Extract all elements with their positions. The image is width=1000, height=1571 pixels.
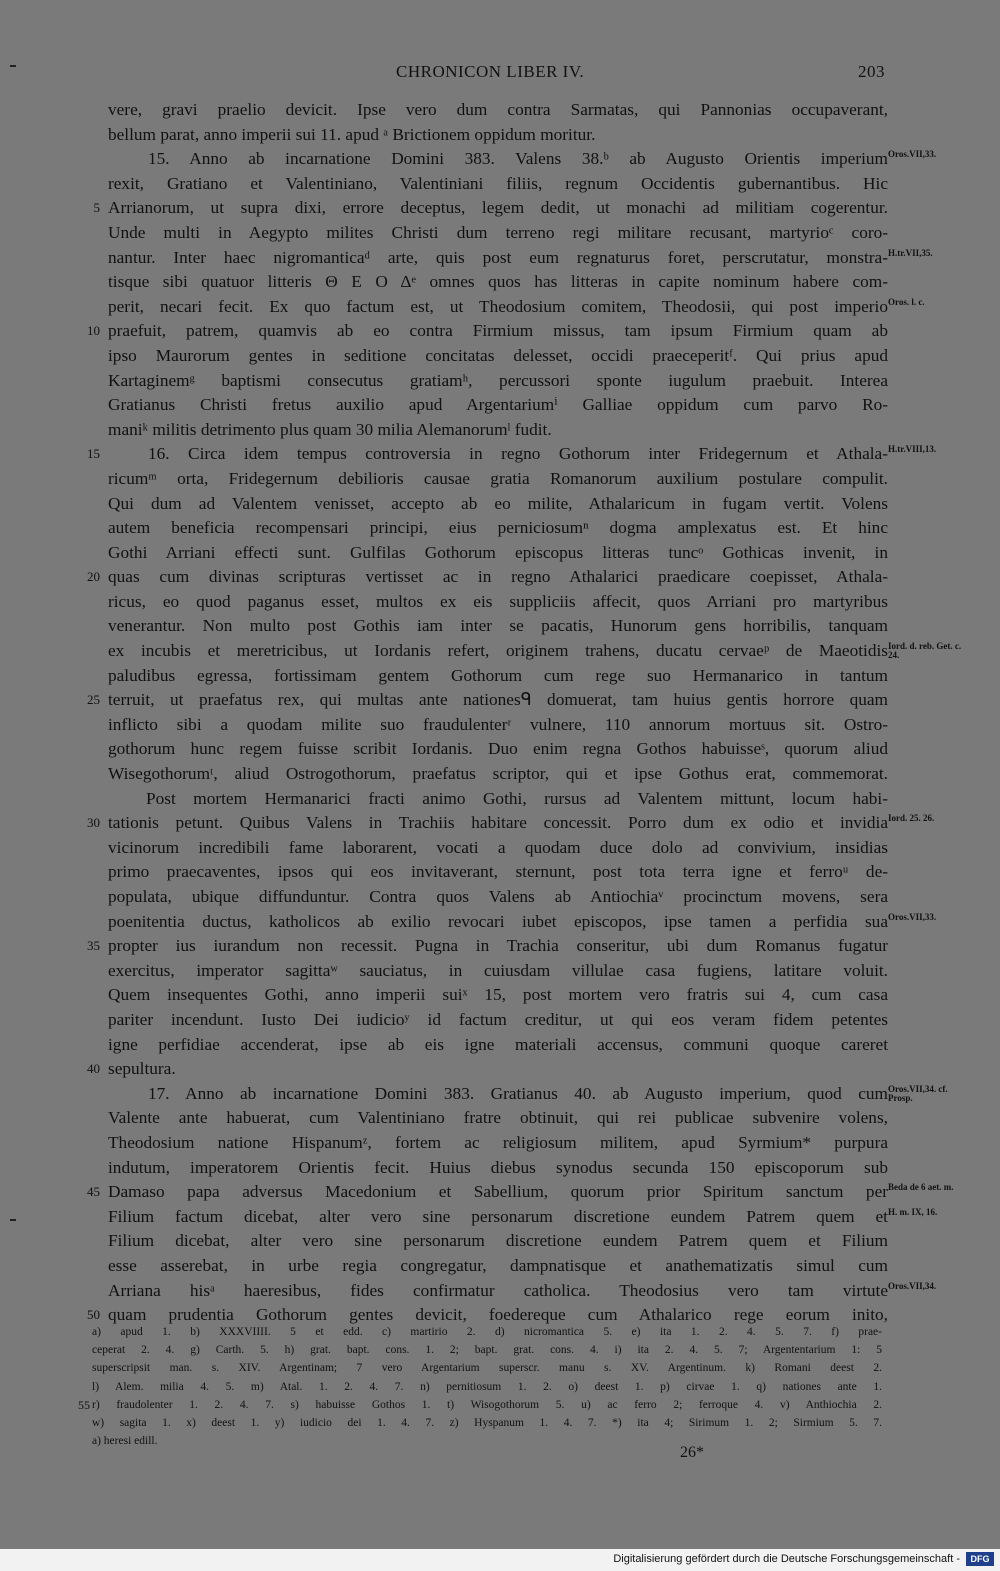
line-text: Arriana hisᵃ haeresibus, fides confirmatur catholica. Theodosius vero tam virtute: [108, 1280, 888, 1300]
text-line: [108, 516, 888, 541]
text-line: [108, 836, 888, 861]
margin-note: Oros. l. c.: [888, 296, 925, 307]
line-text: tisque sibi quatuor litteris Θ Ε Ο Δᵉ omnes quos has litteras in capite nominum habere com-: [108, 272, 888, 292]
text-line: [87, 688, 888, 713]
line-text: Unde multi in Aegypto milites Christi dum terreno regi militare recusant, martyrioᶜ coro-: [108, 222, 888, 242]
margin-note: H. m. IX, 16.: [888, 1206, 938, 1217]
footer-bar: [0, 1549, 1000, 1571]
margin-note: Beda de 6 aet. m.: [888, 1182, 954, 1193]
footer-credit: Digitalisierung gefördert durch die Deutsche Forschungsgemeinschaft -: [613, 1553, 960, 1565]
line-text: gothorum hunc regem fuisse scribit Iordanis. Duo enim regna Gothos habuisseˢ, quorum aliud: [108, 739, 888, 759]
text-line: [108, 1033, 888, 1058]
line-text: Valente ante habuerat, cum Valentiniano fratre obtinuit, qui rei publicae subvenire volens,: [108, 1108, 888, 1128]
line-text: Filium factum dicebat, alter vero sine personarum discretione eundem Patrem quem et: [108, 1206, 888, 1226]
text-line: [108, 492, 888, 517]
text-line: [87, 565, 888, 590]
text-line: [108, 590, 888, 615]
scan-mark: [10, 1219, 16, 1221]
margin-note: Oros.VII,34. cf. Prosp.: [888, 1083, 948, 1103]
line-text: a) heresi edill.: [92, 1435, 158, 1448]
line-text: Kartaginemᵍ baptismi consecutus gratiamʰ, percussori sponte iugulum praebuit. Interea: [108, 370, 888, 390]
line-text: esse asserebat, in urbe regia congregatur, dampnatisque et anathematizatis simul cum: [108, 1255, 888, 1275]
text-line: [108, 713, 888, 738]
text-line: [108, 860, 888, 885]
text-line: [108, 246, 933, 271]
line-text: r) fraudolenter 1. 2. 4. 7. s) habuisse Gothos 1. t) Wisogothorum 5. u) ac ferro 2; ferroque 4. v) Anthiochia 2.: [92, 1398, 882, 1411]
text-line: [87, 1057, 888, 1082]
text-line: [108, 1131, 888, 1156]
footnote-line: [92, 1359, 882, 1377]
footnote-line: [92, 1414, 882, 1432]
text-line: [108, 369, 888, 394]
footnotes: [78, 1323, 882, 1450]
line-number: 30: [87, 815, 100, 831]
text-line: [87, 442, 937, 467]
line-text: a) apud 1. b) XXXVIIII. 5 et edd. c) martirio 2. d) nicromantica 5. e) ita 1. 2. 4. 5. 7. f) prae-: [92, 1326, 882, 1338]
line-text: sepultura.: [108, 1059, 176, 1079]
line-text: populata, ubique diffunduntur. Contra quos Valens ab Antiochiaᵛ procinctum movens, sera: [108, 887, 888, 906]
line-text: ex incubis et meretricibus, ut Iordanis refert, originem trahens, ducatu cervaeᵖ de Maeotidis: [108, 641, 888, 661]
line-number: 40: [87, 1061, 100, 1077]
footnote-line: [78, 1396, 882, 1414]
line-number: 20: [87, 569, 100, 585]
text-line: [108, 541, 888, 566]
line-text: ceperat 2. 4. g) Carth. 5. h) grat. bapt. cons. 1. 2; bapt. grat. cons. 4. i) ita 2. 4. 5. 7; Argententarium 1: 5: [92, 1344, 882, 1357]
line-text: w) sagita 1. x) deest 1. y) iudicio dei 1. 4. 7. z) Hyspanum 1. 4. 7. *) ita 4; Sirimum 1. 2; Sirmium 5. 7.: [92, 1416, 882, 1429]
line-text: praefuit, patrem, quamvis ab eo contra Firmium missus, tam ipsum Firmium quam ab: [108, 321, 888, 341]
line-text: superscripsit man. s. XIV. Argentinam; 7 vero Argentarium superscr. manu s. XV. Argentinum. k) Romani deest 2.: [92, 1362, 882, 1375]
line-text: Theodosium natione Hispanumᶻ, fortem ac religiosum militem, apud Syrmium* purpura: [108, 1132, 888, 1152]
margin-note: Oros.VII,33.: [888, 149, 937, 160]
text-line: [87, 1180, 954, 1205]
text-line: [108, 270, 888, 295]
text-line: [108, 467, 888, 492]
text-line: [108, 1279, 937, 1304]
text-line: [108, 1229, 888, 1254]
line-text: Arrianorum, ut supra dixi, errore deceptus, legem dedit, ut monachi ad militiam cogerentur.: [108, 198, 888, 218]
text-line: [108, 344, 888, 369]
footnote-line: [92, 1341, 882, 1359]
text-line: [108, 1156, 888, 1181]
line-text: terruit, ut praefatus rex, qui multas ante nationesᑫ domuerat, tam huius gentis horrore quam: [108, 690, 888, 710]
text-line: [108, 98, 888, 123]
line-text: ricus, eo quod paganus esset, multos ex eis suppliciis affecit, quos Arriani pro martyribus: [108, 591, 888, 611]
line-text: inflicto sibi a quodam milite suo fraudulenterʳ vulnere, 110 annorum mortuus sit. Ostro-: [108, 714, 888, 734]
line-text: Qui dum ad Valentem venisset, accepto ab eo milite, Athalaricum in fugam vertit. Volens: [108, 493, 888, 513]
line-text: 17. Anno ab incarnatione Domini 383. Gratianus 40. ab Augusto imperium, quod cum: [148, 1083, 888, 1103]
text-line: [108, 639, 962, 664]
line-number: 10: [87, 323, 100, 339]
text-line: [108, 1205, 938, 1230]
line-text: autem beneficia recompensari principi, eius perniciosumⁿ dogma amplexatus est. Et hinc: [108, 518, 888, 538]
margin-note: H.tr.VII,35.: [888, 247, 933, 258]
line-text: perit, necari fecit. Ex quo factum est, ut Theodosium comitem, Theodosii, qui post imperio: [108, 296, 888, 316]
margin-note: Iord. 25. 26.: [888, 813, 935, 824]
text-line: [108, 762, 888, 787]
line-number: 5: [93, 200, 100, 216]
text-line: [108, 123, 888, 148]
margin-note: Oros.VII,34.: [888, 1280, 937, 1291]
signature-mark: 26*: [680, 1444, 704, 1461]
text-line: [108, 614, 888, 639]
line-text: igne perfidiae accenderat, ipse ab eis igne materiali accensus, communi quoque careret: [108, 1034, 888, 1054]
text-line: [108, 910, 937, 935]
line-text: venerantur. Non multo post Gothis iam inter se pacatis, Hunorum gens horribilis, tanquam: [108, 616, 888, 636]
line-text: paludibus egressa, fortissimam gentem Gothorum cum rege suo Hermanarico in tantum: [108, 665, 888, 685]
page-number: 203: [858, 62, 885, 81]
footnote-line: [92, 1432, 882, 1450]
line-text: vicinorum incredibili fame laborarent, vocati a quodam duce dolo ad convivium, insidias: [108, 837, 888, 857]
text-line: [108, 147, 937, 172]
line-number: 55: [78, 1397, 90, 1412]
line-text: Quem insequentes Gothi, anno imperii suiˣ 15, post mortem vero fratris sui 4, cum casa: [108, 985, 888, 1005]
text-line: [108, 983, 888, 1008]
line-text: 16. Circa idem tempus controversia in regno Gothorum inter Fridegernum et Athala-: [148, 444, 888, 464]
text-line: [108, 393, 888, 418]
text-line: [93, 196, 888, 221]
line-text: l) Alem. milia 4. 5. m) Atal. 1. 2. 4. 7. n) pernitiosum 1. 2. o) deest 1. p) cirvae 1. q) nationes ante 1.: [92, 1380, 882, 1393]
text-line: [108, 959, 888, 984]
footnote-line: [92, 1323, 882, 1341]
margin-note: H.tr.VIII,13.: [888, 444, 937, 455]
line-text: indutum, imperatorem Orientis fecit. Huius diebus synodus secunda 150 episcoporum sub: [108, 1157, 888, 1177]
text-line: [87, 934, 888, 959]
line-text: rexit, Gratiano et Valentiniano, Valentiniani filiis, regnum Occidentis gubernantibus. Hic: [108, 173, 888, 193]
line-text: Post mortem Hermanarici fracti animo Gothi, rursus ad Valentem mittunt, locum habi-: [146, 788, 888, 808]
line-text: maniᵏ militis detrimento plus quam 30 milia Alemanorumˡ fudit.: [108, 419, 552, 439]
line-text: propter ius iurandum non recessit. Pugna in Trachia conseritur, ubi dum Romanus fugatur: [108, 936, 888, 956]
line-text: Gratianus Christi fretus auxilio apud Argentariumⁱ Galliae oppidum cum parvo Ro-: [108, 395, 888, 415]
line-text: vere, gravi praelio devicit. Ipse vero dum contra Sarmatas, qui Pannonias occupaverant,: [108, 100, 888, 119]
line-text: quas cum divinas scripturas vertisset ac in regno Athalarici praedicare coepisset, Athala-: [108, 567, 888, 587]
footnote-line: [92, 1378, 882, 1396]
line-text: Filium dicebat, alter vero sine personarum discretione eundem Patrem quem et Filium: [108, 1231, 888, 1251]
running-title: CHRONICON LIBER IV.: [396, 62, 585, 81]
text-line: [108, 172, 888, 197]
line-number: 15: [87, 446, 100, 462]
margin-note: Iord. d. reb. Get. c. 24.: [888, 641, 962, 661]
line-number: 50: [87, 1307, 100, 1323]
line-number: 45: [87, 1184, 100, 1200]
text-line: [108, 737, 888, 762]
text-line: [87, 319, 888, 344]
line-text: Damaso papa adversus Macedonium et Sabellium, quorum prior Spiritum sanctum per: [108, 1182, 888, 1202]
dfg-logo: DFG: [966, 1552, 994, 1566]
line-text: ipso Maurorum gentes in seditione concitatas delesset, occidi praeceperitᶠ. Qui prius apud: [108, 345, 888, 365]
line-text: bellum parat, anno imperii sui 11. apud ᵃ Brictionem oppidum moritur.: [108, 124, 596, 144]
main-text: [87, 98, 962, 1328]
line-text: ricumᵐ orta, Fridegernum debilioris causae gratia Romanorum auxilium postulare compulit.: [108, 468, 888, 488]
line-text: nantur. Inter haec nigromanticaᵈ arte, quis post eum regnaturus foret, perscrutatur, monstra-: [108, 247, 888, 267]
text-line: [108, 295, 925, 320]
line-text: 15. Anno ab incarnatione Domini 383. Valens 38.ᵇ ab Augusto Orientis imperium: [148, 149, 888, 169]
line-text: Gothi Arriani effecti sunt. Gulfilas Gothorum episcopus litteras tuncᵒ Gothicas invenit, in: [108, 542, 888, 562]
margin-note: Oros.VII,33.: [888, 911, 937, 922]
line-text: poenitentia ductus, katholicos ab exilio revocari iubet episcopos, ipse tamen a perfidia sua: [108, 911, 888, 931]
line-number: 35: [87, 938, 100, 954]
text-line: [108, 1106, 888, 1131]
text-line: [108, 418, 888, 443]
text-line: [108, 1082, 948, 1107]
text-line: [108, 1008, 888, 1033]
line-text: quam prudentia Gothorum gentes devicit, foedereque cum Athalarico rege eorum inito,: [108, 1305, 888, 1325]
line-text: pariter incendunt. Iusto Dei iudicioʸ id factum creditur, ut qui eos veram fidem petentes: [108, 1009, 888, 1029]
text-line: [108, 221, 888, 246]
line-text: tationis petunt. Quibus Valens in Trachiis habitare concessit. Porro dum ex odio et invidia: [108, 813, 888, 833]
line-text: primo praecaventes, ipsos qui eos invitaverant, sternunt, post tota terra igne et ferroᵘ de-: [108, 862, 888, 882]
text-line: [108, 1254, 888, 1279]
text-line: [108, 664, 888, 689]
text-line: [87, 811, 935, 836]
text-line: [108, 787, 888, 812]
text-line: [108, 885, 888, 910]
scan-mark: [10, 65, 16, 67]
line-text: exercitus, imperator sagittaʷ sauciatus, in cuiusdam villulae casa fugiens, latitare voluit.: [108, 960, 888, 980]
line-number: 25: [87, 692, 100, 708]
line-text: Wisegothorumᵗ, aliud Ostrogothorum, praefatus scriptor, qui et ipse Gothus erat, commemorat.: [108, 764, 888, 784]
